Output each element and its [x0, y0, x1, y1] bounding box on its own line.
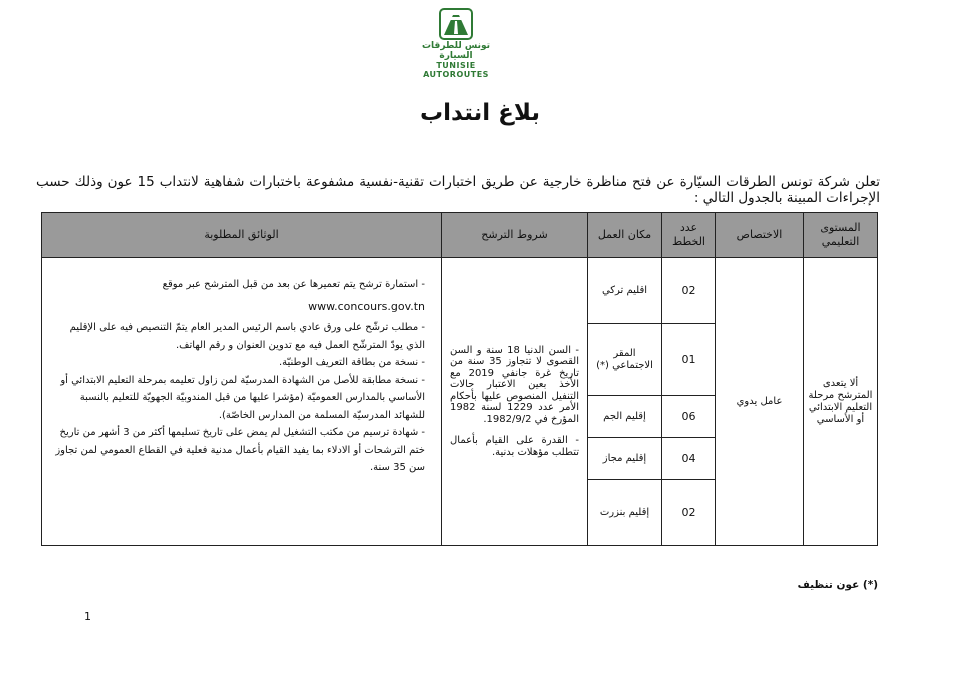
cell-documents: [42, 258, 442, 546]
cell-place: اقليم تركي: [588, 258, 662, 324]
header-place: مكان العمل: [588, 213, 662, 258]
recruitment-table: [41, 212, 878, 546]
cell-specialty: عامل يدوي: [716, 258, 804, 546]
header-level: المستوى التعليمي: [804, 213, 878, 258]
cell-count: 02: [662, 480, 716, 546]
page-number: 1: [84, 610, 91, 623]
table-header-row: [42, 213, 878, 258]
page-title: بلاغ انتداب: [419, 100, 540, 126]
doc-item-5: - شهادة ترسيم من مكتب التشغيل لم يمض على تاريخ تسليمها أكثر من 3 أشهر من تاريخ ختم الترشحات أو الادلاء بما يفيد القيام بأعمال مدنية فعلية في القطاع العمومي لمن تجاوز سن 35 سنة.: [55, 427, 425, 473]
doc-url: www.concours.gov.tn: [308, 299, 425, 313]
doc-item-2: - مطلب ترشّح على ورق عادي باسم الرئيس المدير العام يتمّ التنصيص فيه على الإقليم الذي يودّ المترشّح العمل فيه مع تدوين العنوان و رقم الهاتف.: [69, 322, 425, 351]
header-specialty: الاختصاص: [716, 213, 804, 258]
condition-age: - السن الدنيا 18 سنة و السن القصوى لا تتجاوز 35 سنة من تاريخ غرة جانفي 2019 مع الأخذ بعين الاعتبار حالات التنفيل المنصوص عليها بأحكام الأمر عدد 1229 لسنة 1982 المؤرخ في 1982/9/2.: [450, 344, 580, 425]
doc-item-1: - استمارة ترشح يتم تعميرها عن بعد من قبل المترشح عبر موقع: [162, 279, 425, 290]
header-count: عدد الخطط: [662, 213, 716, 258]
company-logo: [408, 8, 504, 79]
cell-count: 04: [662, 438, 716, 480]
footnote: (*) عون تنظيف: [797, 579, 878, 591]
logo-french-text: TUNISIE AUTOROUTES: [423, 61, 489, 79]
cell-level: ألا يتعدى المترشح مرحلة التعليم الابتدائي أو الأساسي: [804, 258, 878, 546]
table-row: [42, 258, 878, 324]
cell-place: إقليم مجاز: [588, 438, 662, 480]
road-logo-icon: [439, 8, 473, 40]
header-conditions: شروط الترشح: [442, 213, 588, 258]
condition-physical: - القدرة على القيام بأعمال تتطلب مؤهلات بدنية.: [450, 435, 579, 458]
cell-place: إقليم بنزرت: [588, 480, 662, 546]
cell-conditions: [442, 258, 588, 546]
cell-place: المقر الاجتماعي (*): [588, 324, 662, 396]
doc-item-3: - نسخة من بطاقة التعريف الوطنيّة.: [278, 357, 425, 368]
intro-paragraph: تعلن شركة تونس الطرقات السيّارة عن فتح مناظرة خارجية عن طريق اختبارات تقنية-نفسية مشفوعة باختبارات شفاهية لانتداب 15 عون وذلك حسب الإجراءات المبينة بالجدول التالي :: [36, 174, 880, 206]
header-documents: الوثائق المطلوبة: [42, 213, 442, 258]
cell-count: 01: [662, 324, 716, 396]
cell-count: 02: [662, 258, 716, 324]
cell-place: إقليم الجم: [588, 396, 662, 438]
logo-arabic-text: تونس للطرقات السيارة: [422, 41, 490, 61]
doc-item-4: - نسخة مطابقة للأصل من الشهادة المدرسيّة لمن زاول تعليمه بمرحلة التعليم الابتدائي أو الأساسي بالمدارس العموميّة (مؤشرا عليها من قبل المندوبيّة الجهويّة للتعليم بالنسبة للشهائد المدرسيّة المسلمة من المدارس الخاصّة).: [60, 374, 425, 421]
cell-count: 06: [662, 396, 716, 438]
